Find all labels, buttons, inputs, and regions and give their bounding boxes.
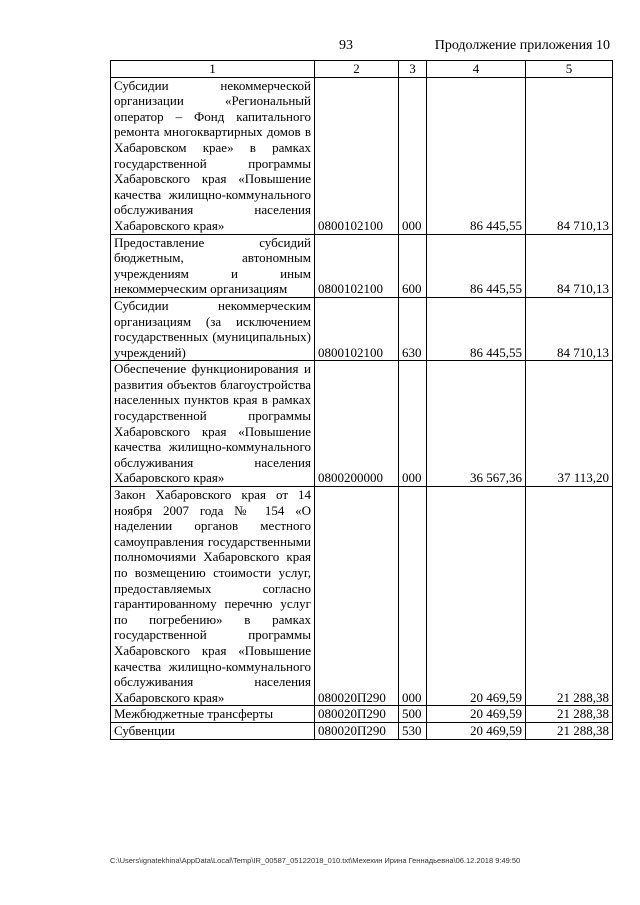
row-expense-type-cell: 000 bbox=[399, 487, 427, 706]
column-header: 3 bbox=[399, 61, 427, 78]
row-name-cell: Субсидии некоммерческой организации «Региональный оператор – Фонд капитального ремонта многоквартирных домов в Хабаровском крае» в рамках государственной программы Хабаровского края «Повышение качества жилищно-коммунального обслуживания населения Хабаровского края» bbox=[111, 77, 315, 234]
appendix-label: Продолжение приложения 10 bbox=[434, 38, 610, 53]
row-amount-year1-cell: 20 469,59 bbox=[427, 487, 526, 706]
column-header: 5 bbox=[526, 61, 613, 78]
column-header: 4 bbox=[427, 61, 526, 78]
table-row bbox=[111, 234, 613, 297]
table-row bbox=[111, 722, 613, 739]
row-expense-type-cell: 630 bbox=[399, 297, 427, 360]
row-amount-year2-cell: 21 288,38 bbox=[526, 706, 613, 723]
row-target-code-cell: 0800200000 bbox=[315, 361, 399, 487]
row-amount-year1-cell: 86 445,55 bbox=[427, 297, 526, 360]
table-row bbox=[111, 297, 613, 360]
row-amount-year1-cell: 86 445,55 bbox=[427, 234, 526, 297]
row-amount-year2-cell: 84 710,13 bbox=[526, 234, 613, 297]
page-number: 93 bbox=[339, 38, 353, 53]
column-header: 2 bbox=[315, 61, 399, 78]
row-expense-type-cell: 500 bbox=[399, 706, 427, 723]
row-expense-type-cell: 000 bbox=[399, 361, 427, 487]
row-amount-year1-cell: 86 445,55 bbox=[427, 77, 526, 234]
row-name-cell: Межбюджетные трансферты bbox=[111, 706, 315, 723]
row-amount-year2-cell: 21 288,38 bbox=[526, 722, 613, 739]
row-amount-year2-cell: 84 710,13 bbox=[526, 297, 613, 360]
row-target-code-cell: 080020П290 bbox=[315, 722, 399, 739]
row-target-code-cell: 080020П290 bbox=[315, 706, 399, 723]
file-path-footer: C:\Users\ignatekhina\AppData\Local\Temp\IR_00587_05122018_010.txt\Мехехин Ирина Геннадьевна\06.12.2018 9:49:50 bbox=[110, 856, 521, 865]
budget-table bbox=[110, 60, 613, 740]
row-amount-year1-cell: 36 567,36 bbox=[427, 361, 526, 487]
table-body bbox=[111, 77, 613, 739]
table-row bbox=[111, 706, 613, 723]
row-amount-year1-cell: 20 469,59 bbox=[427, 722, 526, 739]
row-target-code-cell: 0800102100 bbox=[315, 234, 399, 297]
row-name-cell: Субвенции bbox=[111, 722, 315, 739]
row-name-cell: Закон Хабаровского края от 14 ноября 2007 года № 154 «О наделении органов местного самоуправления государственными полномочиями Хабаровского края по возмещению стоимости услуг, предоставляемых согласно гарантированному перечню услуг по погребению» в рамках государственной программы Хабаровского края «Повышение качества жилищно-коммунального обслуживания населения Хабаровского края» bbox=[111, 487, 315, 706]
row-target-code-cell: 0800102100 bbox=[315, 77, 399, 234]
row-name-cell: Субсидии некоммерческим организациям (за исключением государственных (муниципальных) учреждений) bbox=[111, 297, 315, 360]
row-expense-type-cell: 000 bbox=[399, 77, 427, 234]
row-target-code-cell: 0800102100 bbox=[315, 297, 399, 360]
table-row bbox=[111, 487, 613, 706]
table-header-row bbox=[111, 61, 613, 78]
row-amount-year1-cell: 20 469,59 bbox=[427, 706, 526, 723]
row-amount-year2-cell: 37 113,20 bbox=[526, 361, 613, 487]
row-amount-year2-cell: 21 288,38 bbox=[526, 487, 613, 706]
row-target-code-cell: 080020П290 bbox=[315, 487, 399, 706]
row-amount-year2-cell: 84 710,13 bbox=[526, 77, 613, 234]
column-header: 1 bbox=[111, 61, 315, 78]
row-name-cell: Обеспечение функционирования и развития объектов благоустройства населенных пунктов края в рамках государственной программы Хабаровского края «Повышение качества жилищно-коммунального обслуживания населения Хабаровского края» bbox=[111, 361, 315, 487]
row-name-cell: Предоставление субсидий бюджетным, автономным учреждениям и иным некоммерческим организациям bbox=[111, 234, 315, 297]
row-expense-type-cell: 600 bbox=[399, 234, 427, 297]
table-row bbox=[111, 361, 613, 487]
row-expense-type-cell: 530 bbox=[399, 722, 427, 739]
table-row bbox=[111, 77, 613, 234]
